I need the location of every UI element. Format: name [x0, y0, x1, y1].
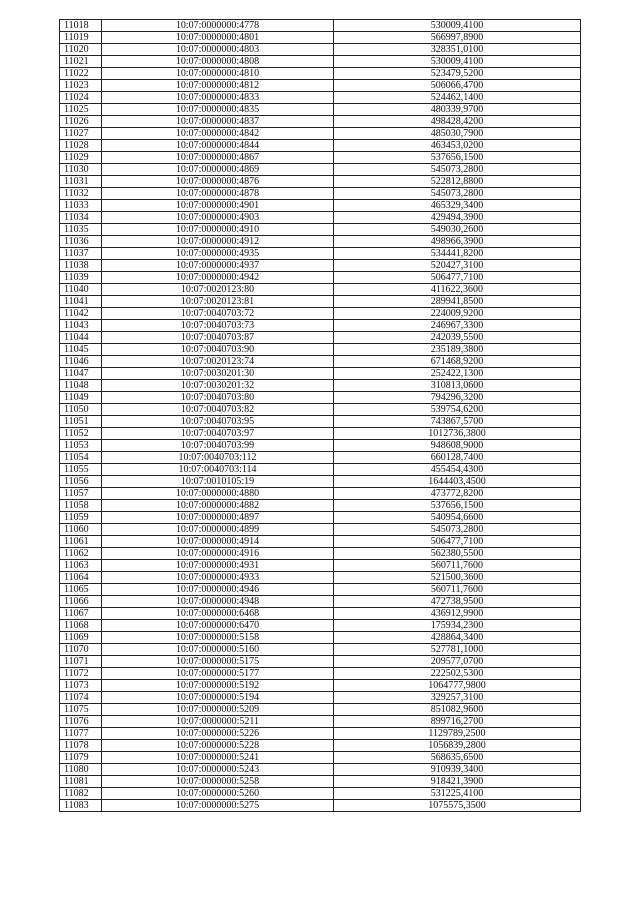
- value-cell: 545073,2800: [334, 524, 581, 536]
- value-cell: 534441,8200: [334, 248, 581, 260]
- cadastral-number-cell: 10:07:0000000:4931: [102, 560, 334, 572]
- table-row: [60, 752, 581, 764]
- value-cell: 522812,8800: [334, 176, 581, 188]
- value-cell: 545073,2800: [334, 164, 581, 176]
- value-cell: 520427,3100: [334, 260, 581, 272]
- table-row: [60, 176, 581, 188]
- value-cell: 549030,2600: [334, 224, 581, 236]
- value-cell: 246967,3300: [334, 320, 581, 332]
- cadastral-number-cell: 10:07:0000000:6470: [102, 620, 334, 632]
- table-row: [60, 92, 581, 104]
- cadastral-number-cell: 10:07:0000000:4901: [102, 200, 334, 212]
- row-number-cell: 11065: [60, 584, 102, 596]
- table-row: [60, 608, 581, 620]
- cadastral-number-cell: 10:07:0000000:4810: [102, 68, 334, 80]
- table-row: [60, 680, 581, 692]
- value-cell: 455454,4300: [334, 464, 581, 476]
- cadastral-number-cell: 10:07:0000000:4897: [102, 512, 334, 524]
- value-cell: 242039,5500: [334, 332, 581, 344]
- value-cell: 562380,5500: [334, 548, 581, 560]
- table-row: [60, 788, 581, 800]
- cadastral-number-cell: 10:07:0000000:4803: [102, 44, 334, 56]
- cadastral-number-cell: 10:07:0040703:73: [102, 320, 334, 332]
- row-number-cell: 11026: [60, 116, 102, 128]
- row-number-cell: 11029: [60, 152, 102, 164]
- row-number-cell: 11064: [60, 572, 102, 584]
- row-number-cell: 11072: [60, 668, 102, 680]
- table-row: [60, 716, 581, 728]
- value-cell: 473772,8200: [334, 488, 581, 500]
- table-row: [60, 272, 581, 284]
- value-cell: 851082,9600: [334, 704, 581, 716]
- row-number-cell: 11043: [60, 320, 102, 332]
- table-row: [60, 692, 581, 704]
- value-cell: 527781,1000: [334, 644, 581, 656]
- row-number-cell: 11039: [60, 272, 102, 284]
- cadastral-number-cell: 10:07:0030201:32: [102, 380, 334, 392]
- row-number-cell: 11044: [60, 332, 102, 344]
- cadastral-number-cell: 10:07:0010105:19: [102, 476, 334, 488]
- row-number-cell: 11045: [60, 344, 102, 356]
- cadastral-number-cell: 10:07:0000000:5209: [102, 704, 334, 716]
- cadastral-number-cell: 10:07:0000000:4844: [102, 140, 334, 152]
- table-row: [60, 224, 581, 236]
- row-number-cell: 11049: [60, 392, 102, 404]
- cadastral-number-cell: 10:07:0000000:4942: [102, 272, 334, 284]
- cadastral-number-cell: 10:07:0000000:5228: [102, 740, 334, 752]
- row-number-cell: 11032: [60, 188, 102, 200]
- value-cell: 428864,3400: [334, 632, 581, 644]
- row-number-cell: 11037: [60, 248, 102, 260]
- row-number-cell: 11030: [60, 164, 102, 176]
- table-row: [60, 200, 581, 212]
- cadastral-number-cell: 10:07:0000000:4914: [102, 536, 334, 548]
- table-row: [60, 428, 581, 440]
- cadastral-number-cell: 10:07:0000000:4801: [102, 32, 334, 44]
- row-number-cell: 11058: [60, 500, 102, 512]
- row-number-cell: 11070: [60, 644, 102, 656]
- cadastral-number-cell: 10:07:0000000:4876: [102, 176, 334, 188]
- table-row: [60, 776, 581, 788]
- table-row: [60, 392, 581, 404]
- table-row: [60, 536, 581, 548]
- table-row: [60, 476, 581, 488]
- row-number-cell: 11068: [60, 620, 102, 632]
- value-cell: 948608,9000: [334, 440, 581, 452]
- cadastral-number-cell: 10:07:0040703:90: [102, 344, 334, 356]
- table-row: [60, 416, 581, 428]
- value-cell: 480339,9700: [334, 104, 581, 116]
- row-number-cell: 11036: [60, 236, 102, 248]
- row-number-cell: 11024: [60, 92, 102, 104]
- cadastral-number-cell: 10:07:0000000:5192: [102, 680, 334, 692]
- row-number-cell: 11023: [60, 80, 102, 92]
- cadastral-number-cell: 10:07:0000000:4835: [102, 104, 334, 116]
- cadastral-number-cell: 10:07:0000000:5211: [102, 716, 334, 728]
- table-row: [60, 104, 581, 116]
- table-row: [60, 80, 581, 92]
- value-cell: 521500,3600: [334, 572, 581, 584]
- table-row: [60, 740, 581, 752]
- table-row: [60, 584, 581, 596]
- row-number-cell: 11022: [60, 68, 102, 80]
- cadastral-number-cell: 10:07:0040703:112: [102, 452, 334, 464]
- cadastral-number-cell: 10:07:0000000:5275: [102, 800, 334, 812]
- value-cell: 310813,0600: [334, 380, 581, 392]
- table-row: [60, 668, 581, 680]
- value-cell: 531225,4100: [334, 788, 581, 800]
- table-row: [60, 800, 581, 812]
- table-row: [60, 632, 581, 644]
- value-cell: 537656,1500: [334, 152, 581, 164]
- value-cell: 209577,0700: [334, 656, 581, 668]
- value-cell: 224009,9200: [334, 308, 581, 320]
- cadastral-number-cell: 10:07:0000000:4916: [102, 548, 334, 560]
- cadastral-number-cell: 10:07:0020123:81: [102, 296, 334, 308]
- row-number-cell: 11069: [60, 632, 102, 644]
- table-row: [60, 20, 581, 32]
- table-row: [60, 764, 581, 776]
- table-row: [60, 488, 581, 500]
- row-number-cell: 11076: [60, 716, 102, 728]
- table-row: [60, 560, 581, 572]
- value-cell: 472738,9500: [334, 596, 581, 608]
- value-cell: 794296,3200: [334, 392, 581, 404]
- table-row: [60, 656, 581, 668]
- row-number-cell: 11053: [60, 440, 102, 452]
- cadastral-number-cell: 10:07:0000000:4948: [102, 596, 334, 608]
- cadastral-number-cell: 10:07:0000000:5260: [102, 788, 334, 800]
- value-cell: 463453,0200: [334, 140, 581, 152]
- table-row: [60, 572, 581, 584]
- value-cell: 560711,7600: [334, 560, 581, 572]
- cadastral-number-cell: 10:07:0040703:87: [102, 332, 334, 344]
- cadastral-number-cell: 10:07:0000000:4882: [102, 500, 334, 512]
- row-number-cell: 11081: [60, 776, 102, 788]
- cadastral-number-cell: 10:07:0040703:82: [102, 404, 334, 416]
- row-number-cell: 11019: [60, 32, 102, 44]
- value-cell: 436912,9900: [334, 608, 581, 620]
- cadastral-number-cell: 10:07:0000000:5226: [102, 728, 334, 740]
- table-row: [60, 44, 581, 56]
- table-row: [60, 116, 581, 128]
- table-row: [60, 596, 581, 608]
- row-number-cell: 11056: [60, 476, 102, 488]
- value-cell: 506477,7100: [334, 272, 581, 284]
- value-cell: 429494,3900: [334, 212, 581, 224]
- row-number-cell: 11034: [60, 212, 102, 224]
- table-row: [60, 464, 581, 476]
- table-row: [60, 620, 581, 632]
- cadastral-number-cell: 10:07:0000000:4812: [102, 80, 334, 92]
- row-number-cell: 11074: [60, 692, 102, 704]
- value-cell: 498966,3900: [334, 236, 581, 248]
- row-number-cell: 11047: [60, 368, 102, 380]
- value-cell: 289941,8500: [334, 296, 581, 308]
- row-number-cell: 11051: [60, 416, 102, 428]
- row-number-cell: 11061: [60, 536, 102, 548]
- table-row: [60, 320, 581, 332]
- value-cell: 328351,0100: [334, 44, 581, 56]
- table-row: [60, 728, 581, 740]
- cadastral-number-cell: 10:07:0000000:5194: [102, 692, 334, 704]
- row-number-cell: 11055: [60, 464, 102, 476]
- cadastral-number-cell: 10:07:0000000:4912: [102, 236, 334, 248]
- value-cell: 671468,9200: [334, 356, 581, 368]
- cadastral-number-cell: 10:07:0000000:4842: [102, 128, 334, 140]
- table-row: [60, 212, 581, 224]
- table-row: [60, 260, 581, 272]
- value-cell: 743867,5700: [334, 416, 581, 428]
- table-row: [60, 368, 581, 380]
- cadastral-number-cell: 10:07:0000000:4937: [102, 260, 334, 272]
- row-number-cell: 11077: [60, 728, 102, 740]
- cadastral-number-cell: 10:07:0040703:95: [102, 416, 334, 428]
- row-number-cell: 11079: [60, 752, 102, 764]
- value-cell: 329257,3100: [334, 692, 581, 704]
- row-number-cell: 11027: [60, 128, 102, 140]
- table-row: [60, 308, 581, 320]
- table-row: [60, 332, 581, 344]
- value-cell: 506066,4700: [334, 80, 581, 92]
- row-number-cell: 11041: [60, 296, 102, 308]
- cadastral-number-cell: 10:07:0000000:4880: [102, 488, 334, 500]
- value-cell: 411622,3600: [334, 284, 581, 296]
- value-cell: 918421,3900: [334, 776, 581, 788]
- table-row: [60, 344, 581, 356]
- cadastral-number-cell: 10:07:0000000:4946: [102, 584, 334, 596]
- value-cell: 235189,3800: [334, 344, 581, 356]
- cadastral-number-cell: 10:07:0020123:74: [102, 356, 334, 368]
- value-cell: 222502,5300: [334, 668, 581, 680]
- cadastral-number-cell: 10:07:0030201:30: [102, 368, 334, 380]
- cadastral-number-cell: 10:07:0000000:4933: [102, 572, 334, 584]
- cadastral-number-cell: 10:07:0000000:4808: [102, 56, 334, 68]
- cadastral-number-cell: 10:07:0040703:72: [102, 308, 334, 320]
- table-row: [60, 56, 581, 68]
- row-number-cell: 11083: [60, 800, 102, 812]
- row-number-cell: 11052: [60, 428, 102, 440]
- row-number-cell: 11020: [60, 44, 102, 56]
- row-number-cell: 11018: [60, 20, 102, 32]
- row-number-cell: 11033: [60, 200, 102, 212]
- value-cell: 539754,6200: [334, 404, 581, 416]
- row-number-cell: 11031: [60, 176, 102, 188]
- cadastral-number-cell: 10:07:0040703:80: [102, 392, 334, 404]
- cadastral-number-cell: 10:07:0000000:4935: [102, 248, 334, 260]
- table-row: [60, 440, 581, 452]
- value-cell: 1056839,2800: [334, 740, 581, 752]
- cadastral-number-cell: 10:07:0000000:5160: [102, 644, 334, 656]
- value-cell: 1012736,3800: [334, 428, 581, 440]
- row-number-cell: 11048: [60, 380, 102, 392]
- table-row: [60, 512, 581, 524]
- row-number-cell: 11082: [60, 788, 102, 800]
- row-number-cell: 11050: [60, 404, 102, 416]
- table-row: [60, 704, 581, 716]
- cadastral-number-cell: 10:07:0000000:4867: [102, 152, 334, 164]
- row-number-cell: 11071: [60, 656, 102, 668]
- row-number-cell: 11042: [60, 308, 102, 320]
- value-cell: 540954,6600: [334, 512, 581, 524]
- cadastral-number-cell: 10:07:0000000:6468: [102, 608, 334, 620]
- cadastral-number-cell: 10:07:0000000:4869: [102, 164, 334, 176]
- table-row: [60, 500, 581, 512]
- cadastral-number-cell: 10:07:0040703:114: [102, 464, 334, 476]
- cadastral-number-cell: 10:07:0000000:4878: [102, 188, 334, 200]
- registry-table-body: [60, 20, 581, 812]
- value-cell: 1644403,4500: [334, 476, 581, 488]
- cadastral-number-cell: 10:07:0000000:5175: [102, 656, 334, 668]
- row-number-cell: 11021: [60, 56, 102, 68]
- registry-table: [59, 19, 581, 812]
- value-cell: 530009,4100: [334, 20, 581, 32]
- value-cell: 506477,7100: [334, 536, 581, 548]
- table-row: [60, 128, 581, 140]
- table-row: [60, 248, 581, 260]
- table-row: [60, 236, 581, 248]
- cadastral-number-cell: 10:07:0000000:5241: [102, 752, 334, 764]
- row-number-cell: 11080: [60, 764, 102, 776]
- table-row: [60, 164, 581, 176]
- table-row: [60, 452, 581, 464]
- row-number-cell: 11040: [60, 284, 102, 296]
- cadastral-number-cell: 10:07:0020123:80: [102, 284, 334, 296]
- value-cell: 524462,1400: [334, 92, 581, 104]
- row-number-cell: 11067: [60, 608, 102, 620]
- value-cell: 485030,7900: [334, 128, 581, 140]
- cadastral-number-cell: 10:07:0000000:5158: [102, 632, 334, 644]
- value-cell: 660128,7400: [334, 452, 581, 464]
- row-number-cell: 11028: [60, 140, 102, 152]
- cadastral-number-cell: 10:07:0040703:97: [102, 428, 334, 440]
- value-cell: 1075575,3500: [334, 800, 581, 812]
- row-number-cell: 11062: [60, 548, 102, 560]
- row-number-cell: 11038: [60, 260, 102, 272]
- value-cell: 498428,4200: [334, 116, 581, 128]
- table-row: [60, 644, 581, 656]
- value-cell: 899716,2700: [334, 716, 581, 728]
- cadastral-number-cell: 10:07:0000000:5258: [102, 776, 334, 788]
- row-number-cell: 11060: [60, 524, 102, 536]
- row-number-cell: 11066: [60, 596, 102, 608]
- table-row: [60, 284, 581, 296]
- cadastral-number-cell: 10:07:0000000:5177: [102, 668, 334, 680]
- table-row: [60, 140, 581, 152]
- value-cell: 1064777,9800: [334, 680, 581, 692]
- row-number-cell: 11075: [60, 704, 102, 716]
- value-cell: 523479,5200: [334, 68, 581, 80]
- row-number-cell: 11078: [60, 740, 102, 752]
- value-cell: 566997,8900: [334, 32, 581, 44]
- row-number-cell: 11054: [60, 452, 102, 464]
- table-row: [60, 68, 581, 80]
- value-cell: 465329,3400: [334, 200, 581, 212]
- row-number-cell: 11063: [60, 560, 102, 572]
- table-row: [60, 188, 581, 200]
- cadastral-number-cell: 10:07:0000000:4778: [102, 20, 334, 32]
- table-row: [60, 32, 581, 44]
- value-cell: 252422,1300: [334, 368, 581, 380]
- cadastral-number-cell: 10:07:0040703:99: [102, 440, 334, 452]
- table-row: [60, 524, 581, 536]
- row-number-cell: 11073: [60, 680, 102, 692]
- value-cell: 560711,7600: [334, 584, 581, 596]
- table-row: [60, 296, 581, 308]
- table-row: [60, 356, 581, 368]
- value-cell: 530009,4100: [334, 56, 581, 68]
- row-number-cell: 11035: [60, 224, 102, 236]
- value-cell: 545073,2800: [334, 188, 581, 200]
- cadastral-number-cell: 10:07:0000000:4833: [102, 92, 334, 104]
- cadastral-number-cell: 10:07:0000000:5243: [102, 764, 334, 776]
- cadastral-number-cell: 10:07:0000000:4837: [102, 116, 334, 128]
- value-cell: 537656,1500: [334, 500, 581, 512]
- table-row: [60, 404, 581, 416]
- table-row: [60, 380, 581, 392]
- row-number-cell: 11046: [60, 356, 102, 368]
- cadastral-number-cell: 10:07:0000000:4899: [102, 524, 334, 536]
- table-row: [60, 548, 581, 560]
- row-number-cell: 11025: [60, 104, 102, 116]
- table-row: [60, 152, 581, 164]
- value-cell: 1129789,2500: [334, 728, 581, 740]
- row-number-cell: 11059: [60, 512, 102, 524]
- value-cell: 568635,6500: [334, 752, 581, 764]
- cadastral-number-cell: 10:07:0000000:4910: [102, 224, 334, 236]
- cadastral-number-cell: 10:07:0000000:4903: [102, 212, 334, 224]
- value-cell: 175934,2300: [334, 620, 581, 632]
- value-cell: 910939,3400: [334, 764, 581, 776]
- row-number-cell: 11057: [60, 488, 102, 500]
